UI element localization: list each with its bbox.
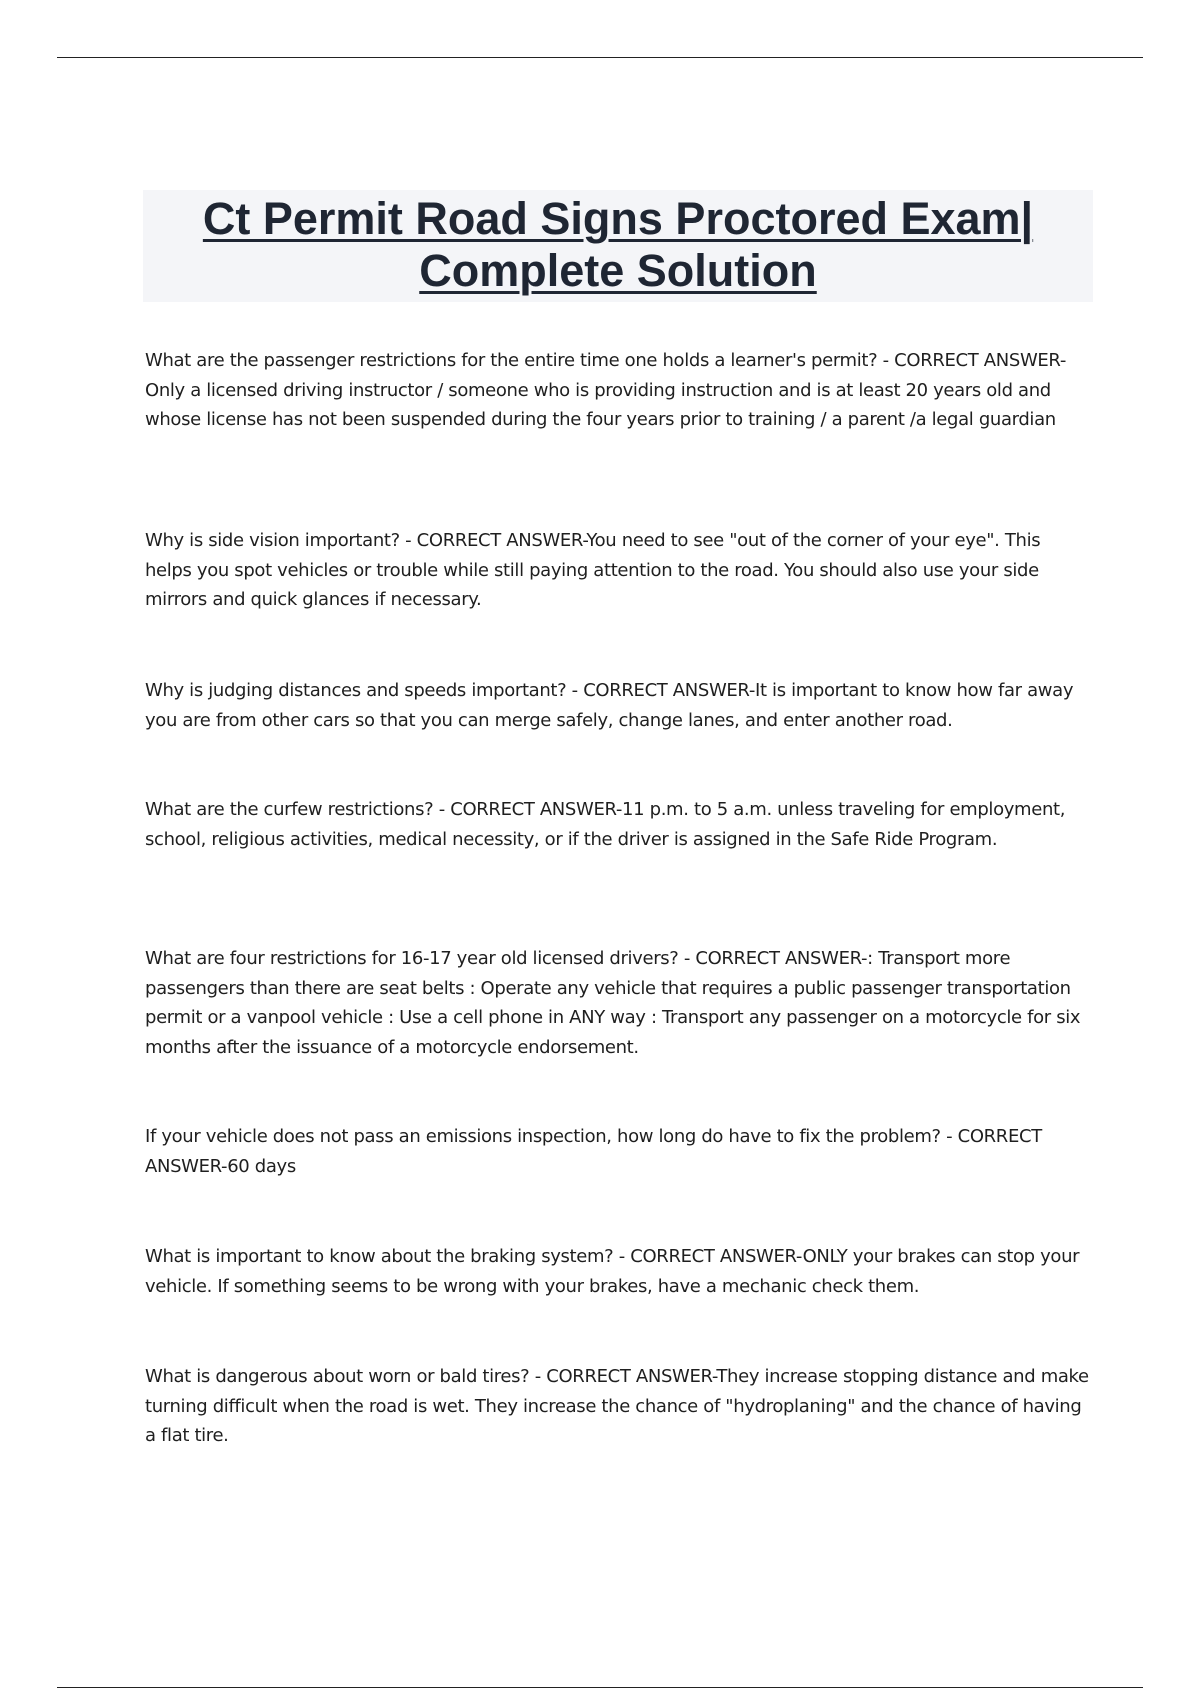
- qa-item: What is important to know about the braking system? - CORRECT ANSWER-ONLY your brakes can stop your vehicle. If something seems to be wrong with your brakes, have a mechanic check them.: [145, 1246, 1080, 1297]
- header-rule: [57, 57, 1143, 58]
- qa-item: What are four restrictions for 16-17 year old licensed drivers? - CORRECT ANSWER-: Transport more passengers than there are seat belts : Operate any vehicle that requires a public passenger transportation permit or a vanpool vehicle : Use a cell phone in ANY way : Transport any passenger on a motorcycle for six months after the issuance of a motorcycle endorsement.: [145, 948, 1081, 1058]
- title-line-2: Complete Solution: [419, 245, 817, 296]
- title-line-1: Ct Permit Road Signs Proctored Exam|: [202, 193, 1034, 244]
- document-title: [143, 190, 1093, 302]
- qa-item: If your vehicle does not pass an emissions inspection, how long do have to fix the problem? - CORRECT ANSWER-60 days: [145, 1126, 1042, 1177]
- qa-item: What are the passenger restrictions for the entire time one holds a learner's permit? - CORRECT ANSWER-Only a licensed driving instructor / someone who is providing instruction and is at least 20 years old and whose license has not been suspended during the four years prior to training / a parent /a legal guardian: [145, 350, 1066, 430]
- qa-item: Why is side vision important? - CORRECT ANSWER-You need to see "out of the corner of your eye". This helps you spot vehicles or trouble while still paying attention to the road. You should also use your side mirrors and quick glances if necessary.: [145, 530, 1041, 610]
- qa-item: Why is judging distances and speeds important? - CORRECT ANSWER-It is important to know how far away you are from other cars so that you can merge safely, change lanes, and enter another road.: [145, 680, 1074, 731]
- footer-rule: [57, 1687, 1143, 1688]
- qa-item: What is dangerous about worn or bald tires? - CORRECT ANSWER-They increase stopping distance and make turning difficult when the road is wet. They increase the chance of "hydroplaning" and the chance of having a flat tire.: [145, 1366, 1089, 1446]
- qa-item: What are the curfew restrictions? - CORRECT ANSWER-11 p.m. to 5 a.m. unless traveling for employment, school, religious activities, medical necessity, or if the driver is assigned in the Safe Ride Program.: [145, 799, 1066, 850]
